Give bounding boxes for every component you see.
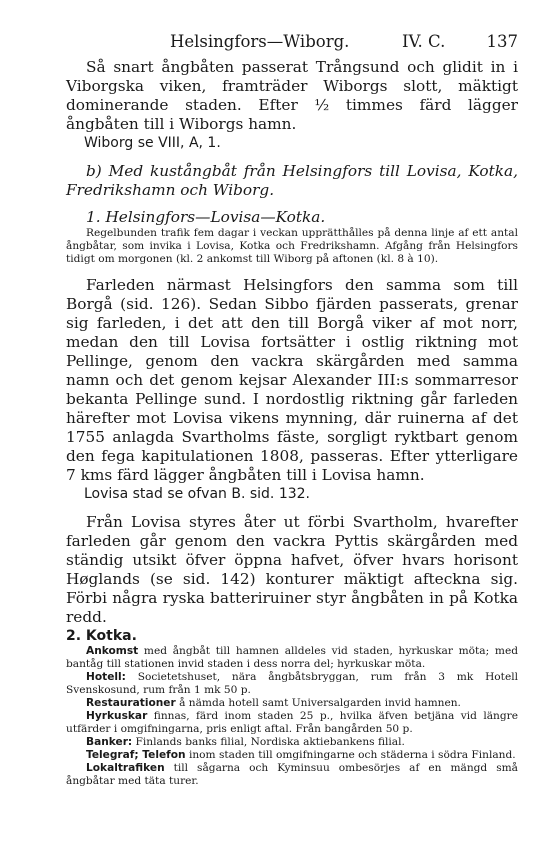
entry-text: å nämda hotell samt Universalgarden invid hamnen. <box>179 697 461 709</box>
entry-text: finnas, färd inom staden 25 p., hvilka äfven betjäna vid längre utfärder i omgifningarna, pris enligt aftal. Från bangården 50 p. <box>66 710 518 735</box>
route-1-heading: 1. Helsingfors—Lovisa—Kotka. <box>86 208 326 226</box>
header-section: IV. C. <box>402 32 446 51</box>
running-header <box>66 32 518 58</box>
entry-label: Hyrkuskar <box>86 710 148 722</box>
header-title: Helsingfors—Wiborg. <box>170 32 350 51</box>
entry-banker <box>66 736 518 749</box>
intro-paragraph: Så snart ångbåten passerat Trångsund och glidit in i Viborgska viken, framträder Wiborgs slott, mäktigt dominerande staden. Efter ½ timmes färd lägger ångbåten till i Wiborgs hamn. <box>66 58 518 133</box>
entry-label: Ankomst <box>86 645 139 657</box>
wiborg-reference: Wiborg se VIII, A, 1. <box>84 135 221 151</box>
entry-text: med ångbåt till hamnen alldeles vid staden, hyrkuskar möta; med bantåg till stationen invid staden i dess norra del; hyrkuskar möta. <box>66 645 518 670</box>
entry-label: Telegraf; Telefon <box>86 749 186 761</box>
entry-label: Banker: <box>86 736 133 748</box>
entry-label: Restaurationer <box>86 697 176 709</box>
entry-text: till sågarna och Kyminsuu ombesörjes af en mängd små ångbåtar med täta turer. <box>66 762 518 787</box>
entry-text: inom staden till omgifningarne och städerna i södra Finland. <box>188 749 516 761</box>
book-page <box>66 32 518 788</box>
entry-label: Hotell: <box>86 671 126 683</box>
entry-label: Lokaltrafiken <box>86 762 165 774</box>
entry-hotell <box>66 671 518 697</box>
from-lovisa-paragraph: Från Lovisa styres åter ut förbi Svartholm, hvarefter farleden går genom den vackra Pyttis skärgården med ständig utsikt öfver öppna hafvet, öfver hvars horisont Høglands (se sid. 142) konturer mäktigt afteckna sig. Förbi några ryska batteriruiner styr ångbåten in på Kotka redd. <box>66 513 518 626</box>
entry-hyrkuskar <box>66 710 518 736</box>
entry-text: Finlands banks filial, Nordiska aktiebankens filial. <box>135 736 405 748</box>
schedule-note: Regelbunden trafik fem dagar i veckan upprätthålles på denna linje af ett antal ångbåtar, som invika i Lovisa, Kotka och Fredrikshamn. Afgång från Helsingfors tidigt om morgonen (kl. 2 ankomst till Wiborg på aftonen (kl. 8 à 10). <box>66 227 518 265</box>
page-number: 137 <box>486 32 518 51</box>
kotka-heading: 2. Kotka. <box>66 628 137 644</box>
entry-restaurationer <box>66 697 518 710</box>
route-b-heading: b) Med kustångbåt från Helsingfors till Lovisa, Kotka, Fredrikshamn och Wiborg. <box>66 162 518 199</box>
fairway-paragraph: Farleden närmast Helsingfors den samma som till Borgå (sid. 126). Sedan Sibbo fjärden passerats, grenar sig farleden, i det att den till Borgå viker af mot norr, medan den till Lovisa fortsätter i ostlig riktning mot Pellinge, genom den vackra skärgården med samma namn och det genom kejsar Alexander III:s sommarresor bekanta Pellinge sund. I nordostlig riktning går farleden härefter mot Lovisa vikens mynning, där ruinerna af det 1755 anlagda Svartholms fäste, sorgligt ryktbart genom den fega kapitulationen 1808, passeras. Efter ytterligare 7 kms färd lägger ångbåten till i Lovisa hamn. <box>66 276 518 484</box>
entry-lokaltrafiken <box>66 762 518 788</box>
entry-telegraf <box>66 749 518 762</box>
kotka-entries <box>66 645 518 788</box>
entry-ankomst <box>66 645 518 671</box>
entry-text: Societetshuset, nära ångbåtsbryggan, rum från 3 mk Hotell Svenskosund, rum från 1 mk 50 p. <box>66 671 518 696</box>
lovisa-reference: Lovisa stad se ofvan B. sid. 132. <box>84 486 311 502</box>
